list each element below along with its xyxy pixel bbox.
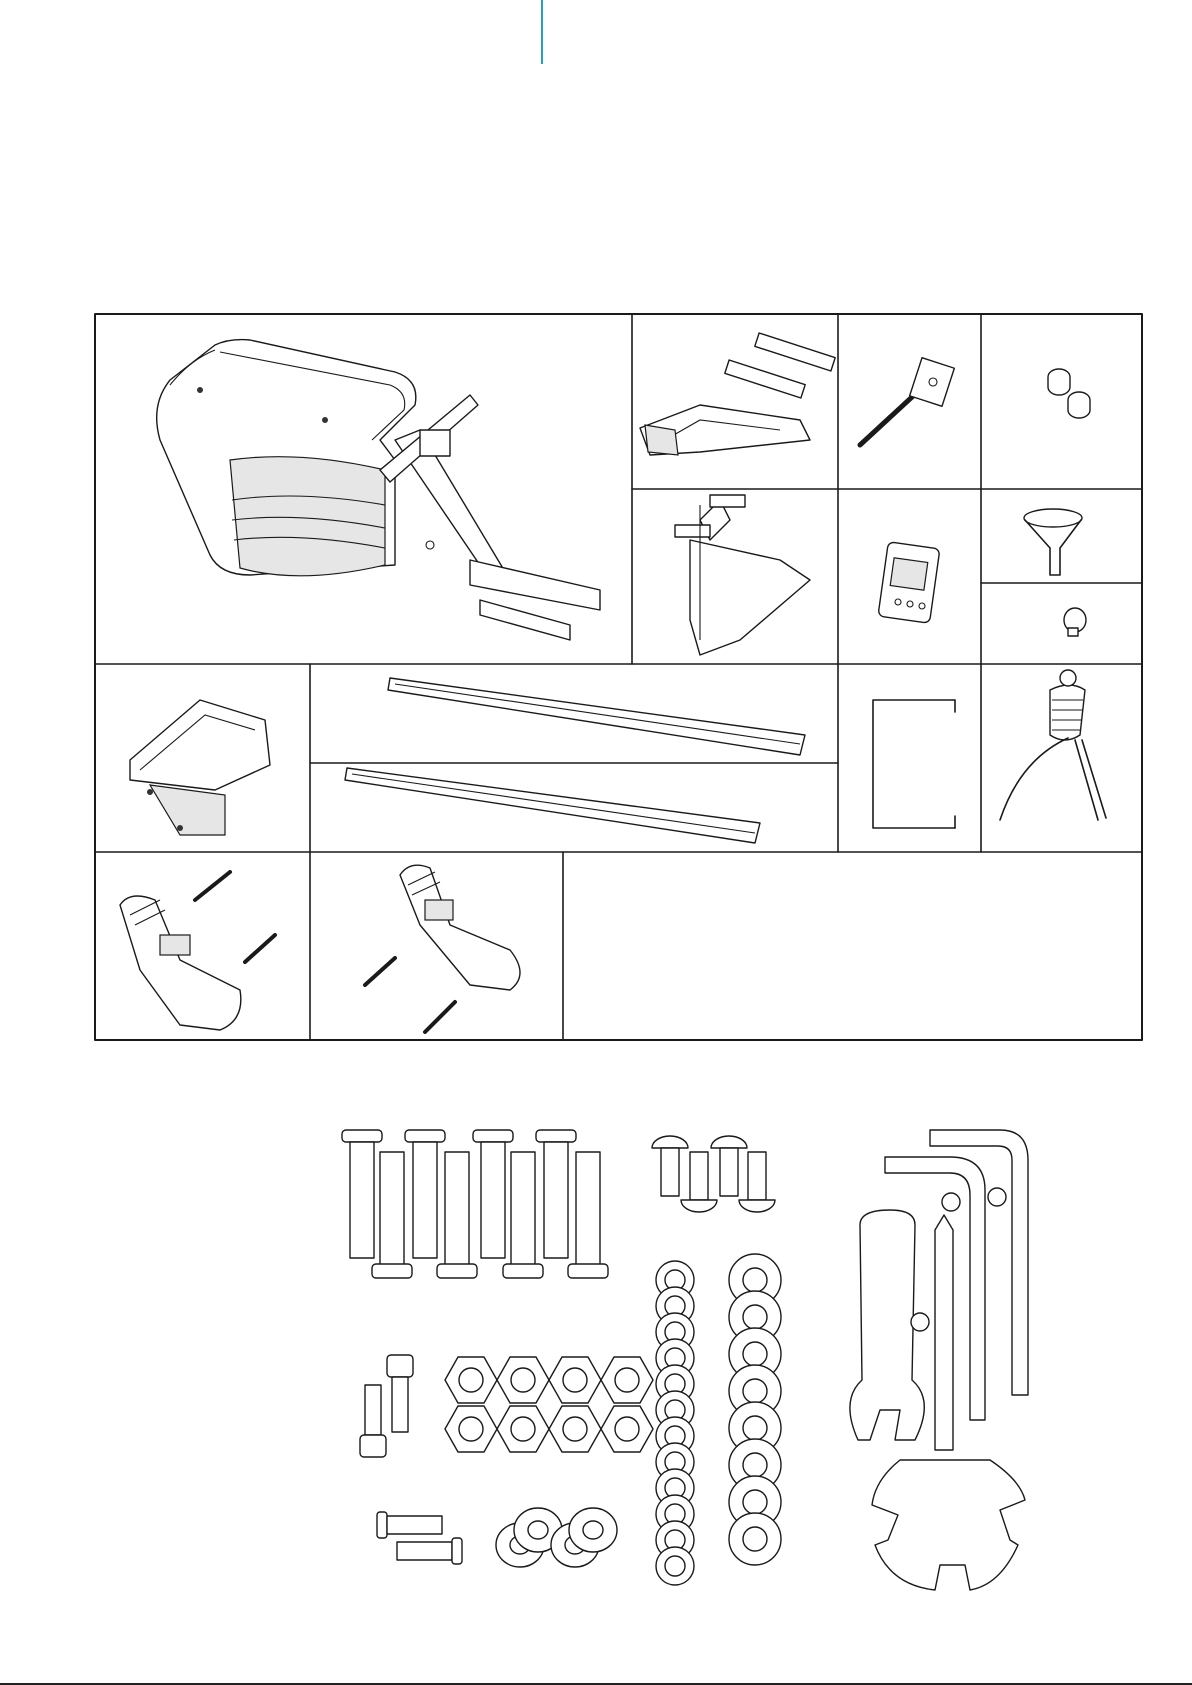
open-end-wrench	[850, 1210, 929, 1440]
curved-washers	[496, 1508, 617, 1567]
hex-nuts	[445, 1357, 653, 1452]
socket-bolts	[360, 1355, 413, 1457]
split-washers	[656, 1261, 694, 1585]
button-head-bolts	[652, 1136, 775, 1212]
long-bolts	[342, 1130, 608, 1278]
short-bolts	[377, 1512, 462, 1564]
flat-washers	[729, 1254, 781, 1565]
